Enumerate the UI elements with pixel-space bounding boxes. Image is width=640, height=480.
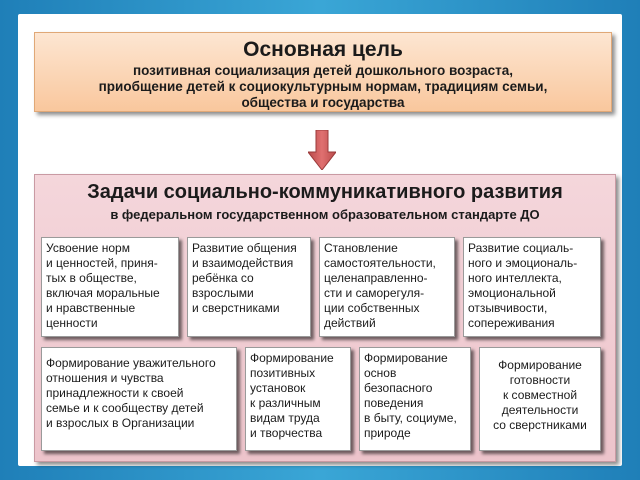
task-card: Формирование позитивных установок к различным видам труда и творчества: [245, 347, 351, 451]
task-card: Развитие общения и взаимодействия ребёнка со взрослыми и сверстниками: [187, 237, 311, 337]
main-goal-title: Основная цель: [243, 38, 403, 61]
task-card: Усвоение норм и ценностей, приня- тых в обществе, включая моральные и нравственные ценности: [41, 237, 179, 337]
tasks-box: [34, 174, 616, 462]
main-goal-text: позитивная социализация детей дошкольного возраста, приобщение детей к социокультурным нормам, традициям семьи, общества и государства: [98, 63, 548, 110]
tasks-subtitle: в федеральном государственном образовательном стандарте ДО: [110, 207, 540, 222]
main-goal-box: [34, 32, 612, 112]
task-card: Развитие социаль- ного и эмоциональ- ного интеллекта, эмоциональной отзывчивости, сопереживания: [463, 237, 601, 337]
task-card: Формирование готовности к совместной деятельности со сверстниками: [479, 347, 601, 451]
tasks-title: Задачи социально-коммуникативного развития: [87, 181, 563, 203]
down-arrow-icon: [308, 130, 336, 170]
task-card: Формирование основ безопасного поведения в быту, социуме, природе: [359, 347, 471, 451]
task-card: Становление самостоятельности, целенаправленно- сти и саморегуля- ции собственных действий: [319, 237, 455, 337]
slide: [18, 14, 622, 466]
task-card: Формирование уважительного отношения и чувства принадлежности к своей семье и к сообществу детей и взрослых в Организации: [41, 347, 237, 451]
